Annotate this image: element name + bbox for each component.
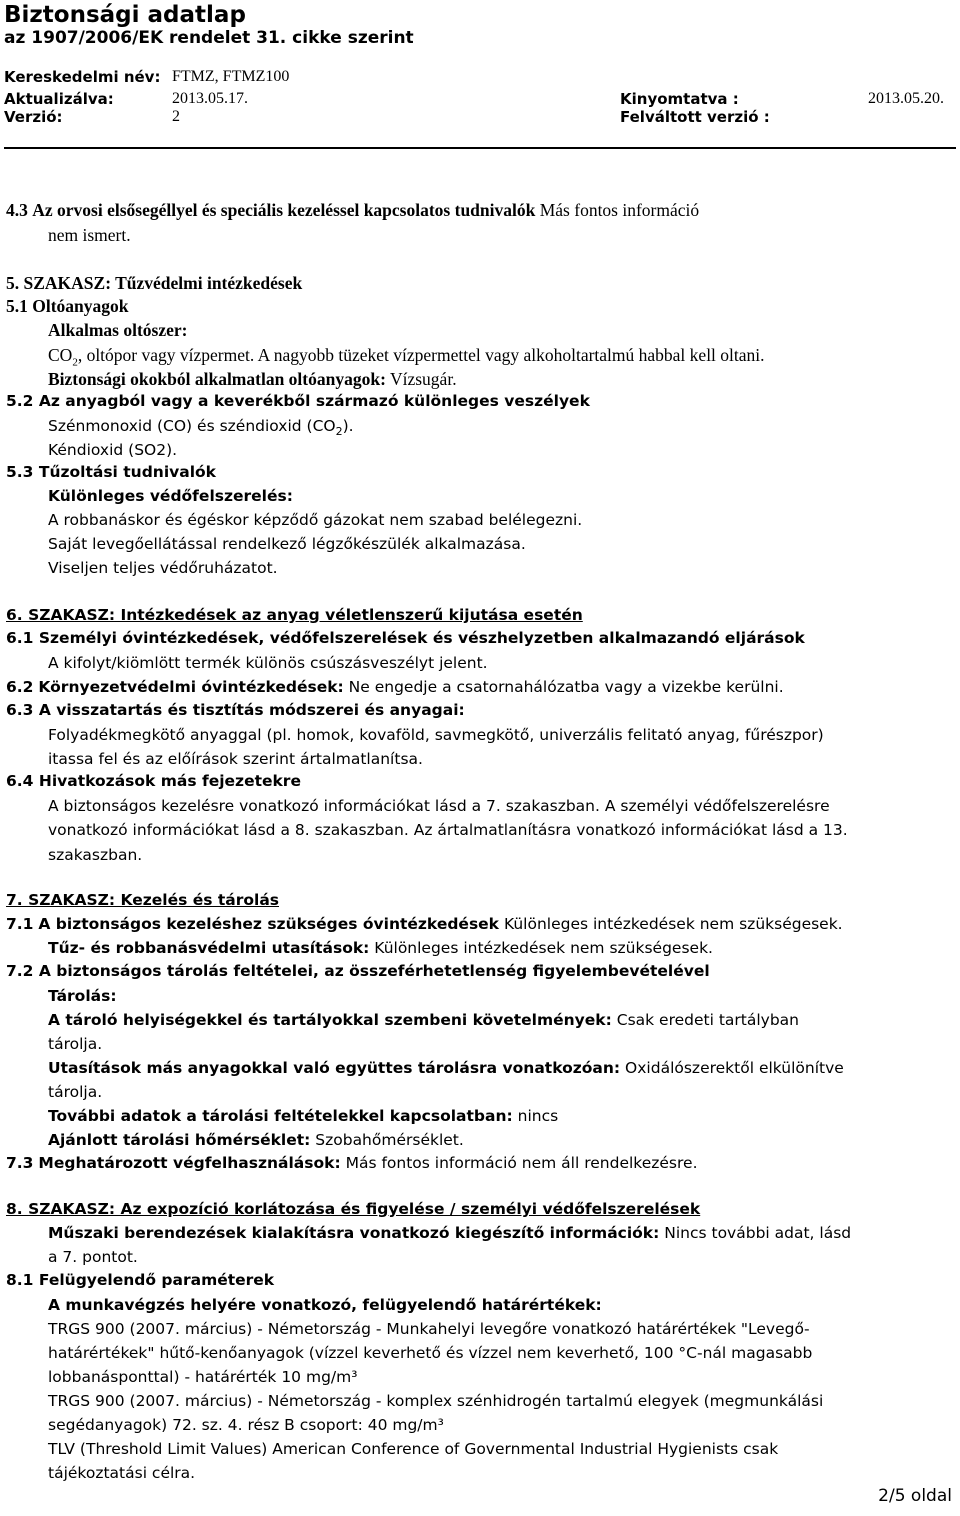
section-title: Az orvosi elsősegéllyel és speciális kezeléssel kapcsolatos tudnivalók xyxy=(32,200,536,220)
limits-line-4: TRGS 900 (2007. március) - Németország - komplex szénhidrogén tartalmú elegyek (megmunkálási xyxy=(48,1392,824,1410)
section-text: Különleges intézkedések nem szükségesek. xyxy=(503,915,843,933)
unsuitable-value: Vízsugár. xyxy=(389,369,457,389)
unsuitable-label: Biztonsági okokból alkalmatlan oltóanyagok: xyxy=(48,369,386,389)
firefighting-line-3: Viseljen teljes védőruházatot. xyxy=(48,559,278,577)
section-6-title: 6. SZAKASZ: Intézkedések az anyag véletlenszerű kijutása esetén xyxy=(6,606,583,624)
section-7-3 xyxy=(6,1153,698,1173)
tech-label: Műszaki berendezések kialakításra vonatkozó kiegészítő információk: xyxy=(48,1224,660,1242)
version-value: 2 xyxy=(172,108,180,125)
section-title: A visszatartás és tisztítás módszerei és anyagai: xyxy=(38,701,465,719)
hazard-end: ). xyxy=(342,417,354,435)
section-text: Ne engedje a csatornahálózatba vagy a vizekbe kerülni. xyxy=(348,678,784,696)
section-6-4-line-1: A biztonságos kezelésre vonatkozó információkat lásd a 7. szakaszban. A személyi védőfelszerelésre xyxy=(48,797,830,815)
section-8-1 xyxy=(6,1270,274,1290)
subscript: 2 xyxy=(72,356,78,369)
section-number: 6.2 xyxy=(6,678,34,696)
section-title: A biztonságos kezeléshez szükséges óvintézkedések xyxy=(38,915,499,933)
storage-other-cont: tárolja. xyxy=(48,1083,103,1101)
section-7-title: 7. SZAKASZ: Kezelés és tárolás xyxy=(6,891,279,909)
section-title: Tűzoltási tudnivalók xyxy=(38,463,216,481)
section-6-4 xyxy=(6,771,301,791)
temperature-label: Ajánlott tárolási hőmérséklet: xyxy=(48,1131,311,1149)
section-6-3 xyxy=(6,700,465,720)
co-rest2: A nagyobb tüzeket vízpermettel vagy alkoholtartalmú habbal kell oltani. xyxy=(257,345,765,365)
fire-text: Különleges intézkedések nem szükségesek. xyxy=(374,939,713,957)
header-divider xyxy=(4,147,956,149)
limits-line-5: segédanyagok) 72. sz. 4. rész B csoport: 40 mg/m³ xyxy=(48,1416,444,1434)
section-title: Személyi óvintézkedések, védőfelszerelések és vészhelyzetben alkalmazandó eljárások xyxy=(38,629,805,647)
section-6-2 xyxy=(6,677,784,697)
suitable-label: Alkalmas oltószer: xyxy=(48,320,188,340)
version-label: Verzió: xyxy=(4,108,63,126)
document-subtitle: az 1907/2006/EK rendelet 31. cikke szerint xyxy=(4,28,414,48)
limits-line-1: TRGS 900 (2007. március) - Németország - Munkahelyi levegőre vonatkozó határértékek "Levegő- xyxy=(48,1320,810,1338)
requirements-text: Csak eredeti tartályban xyxy=(616,1011,800,1029)
updated-label: Aktualizálva: xyxy=(4,90,114,108)
firefighting-line-1: A robbanáskor és égéskor képződő gázokat nem szabad belélegezni. xyxy=(48,511,583,529)
section-number: 6.4 xyxy=(6,772,34,790)
co-rest: , oltópor vagy vízpermet. xyxy=(77,345,255,365)
section-text: Más fontos információ nem áll rendelkezésre. xyxy=(345,1154,698,1172)
more-label: További adatok a tárolási feltételekkel kapcsolatban: xyxy=(48,1107,513,1125)
section-5-title: 5. SZAKASZ: Tűzvédelmi intézkedések xyxy=(6,273,303,293)
other-label: Utasítások más anyagokkal való együttes tárolásra vonatkozóan: xyxy=(48,1059,621,1077)
storage-label: Tárolás: xyxy=(48,987,117,1005)
page-number: 2/5 oldal xyxy=(878,1486,952,1506)
fire-label: Tűz- és robbanásvédelmi utasítások: xyxy=(48,939,370,957)
section-5-2 xyxy=(6,391,590,411)
replaced-version-label: Felváltott verzió : xyxy=(620,108,770,126)
updated-value: 2013.05.17. xyxy=(172,90,248,107)
section-number: 7.1 xyxy=(6,915,34,933)
co-text: CO xyxy=(48,345,73,365)
section-number: 7.2 xyxy=(6,962,34,980)
subscript: 2 xyxy=(335,425,343,439)
section-4-3 xyxy=(6,200,699,220)
section-title: A biztonságos tárolás feltételei, az összeférhetetlenség figyelembevételével xyxy=(38,962,710,980)
trade-name-label: Kereskedelmi név: xyxy=(4,68,161,86)
hazard-text: Szénmonoxid (CO) és széndioxid (CO xyxy=(48,417,336,435)
document-title: Biztonsági adatlap xyxy=(4,2,246,28)
section-title: Felügyelendő paraméterek xyxy=(38,1271,275,1289)
section-4-3-text: nem ismert. xyxy=(48,225,131,245)
storage-other xyxy=(48,1058,844,1078)
section-number: 6.3 xyxy=(6,701,34,719)
trade-name-value: FTMZ, FTMZ100 xyxy=(172,68,290,85)
tech-info-cont: a 7. pontot. xyxy=(48,1248,138,1266)
section-6-1 xyxy=(6,628,805,648)
unsuitable-line xyxy=(48,369,457,389)
storage-more xyxy=(48,1106,558,1126)
section-number: 5.2 xyxy=(6,392,34,410)
printed-label: Kinyomtatva : xyxy=(620,90,739,108)
limits-label: A munkavégzés helyére vonatkozó, felügyelendő határértékek: xyxy=(48,1296,602,1314)
section-number: 7.3 xyxy=(6,1154,34,1172)
section-number: 5.1 xyxy=(6,296,28,316)
section-title: Környezetvédelmi óvintézkedések: xyxy=(38,678,344,696)
section-text: Más fontos információ xyxy=(539,200,700,220)
section-7-2 xyxy=(6,961,710,981)
limits-line-2: határértékek" hűtő-kenőanyagok (vízzel keverhető és vízzel nem keverhető, 100 °C-nál magasabb xyxy=(48,1344,813,1362)
section-6-4-line-3: szakaszban. xyxy=(48,846,143,864)
section-7-1 xyxy=(6,914,843,934)
hazard-line-1 xyxy=(48,416,354,442)
limits-line-7: tájékoztatási célra. xyxy=(48,1464,196,1482)
printed-value: 2013.05.20. xyxy=(868,90,944,107)
tech-text: Nincs további adat, lásd xyxy=(664,1224,852,1242)
other-text: Oxidálószerektől elkülönítve xyxy=(625,1059,844,1077)
more-text: nincs xyxy=(517,1107,559,1125)
temperature-text: Szobahőmérséklet. xyxy=(315,1131,464,1149)
storage-temperature xyxy=(48,1130,464,1150)
fire-instructions xyxy=(48,938,713,958)
section-title: Az anyagból vagy a keverékből származó különleges veszélyek xyxy=(38,392,590,410)
section-5-3 xyxy=(6,462,216,482)
section-number: 5.3 xyxy=(6,463,34,481)
ppe-label: Különleges védőfelszerelés: xyxy=(48,487,293,505)
limits-line-6: TLV (Threshold Limit Values) American Conference of Governmental Industrial Hygienists csak xyxy=(48,1440,779,1458)
section-5-1 xyxy=(6,296,129,316)
section-6-3-line-2: itassa fel és az előírások szerint ártalmatlanítsa. xyxy=(48,750,423,768)
storage-requirements xyxy=(48,1010,799,1030)
storage-requirements-cont: tárolja. xyxy=(48,1035,103,1053)
section-6-4-line-2: vonatkozó információkat lásd a 8. szakaszban. Az ártalmatlanításra vonatkozó információkat lásd a 13. xyxy=(48,821,848,839)
section-8-title: 8. SZAKASZ: Az expozíció korlátozása és figyelése / személyi védőfelszerelések xyxy=(6,1200,701,1218)
section-title: Oltóanyagok xyxy=(32,296,129,316)
firefighting-line-2: Saját levegőellátással rendelkező légzőkészülék alkalmazása. xyxy=(48,535,526,553)
section-title: Meghatározott végfelhasználások: xyxy=(38,1154,341,1172)
tech-info xyxy=(48,1223,851,1243)
section-number: 4.3 xyxy=(6,200,28,220)
requirements-label: A tároló helyiségekkel és tartályokkal szembeni követelmények: xyxy=(48,1011,612,1029)
hazard-line-2: Kéndioxid (SO2). xyxy=(48,441,178,459)
limits-line-3: lobbanásponttal) - határérték 10 mg/m³ xyxy=(48,1368,358,1386)
section-number: 8.1 xyxy=(6,1271,34,1289)
section-title: Hivatkozások más fejezetekre xyxy=(38,772,301,790)
section-6-3-line-1: Folyadékmegkötő anyaggal (pl. homok, kovaföld, savmegkötő, univerzális felitató anyag, fűrészpor) xyxy=(48,726,824,744)
section-number: 6.1 xyxy=(6,629,34,647)
section-6-1-text: A kifolyt/kiömlött termék különös csúszásveszélyt jelent. xyxy=(48,654,488,672)
